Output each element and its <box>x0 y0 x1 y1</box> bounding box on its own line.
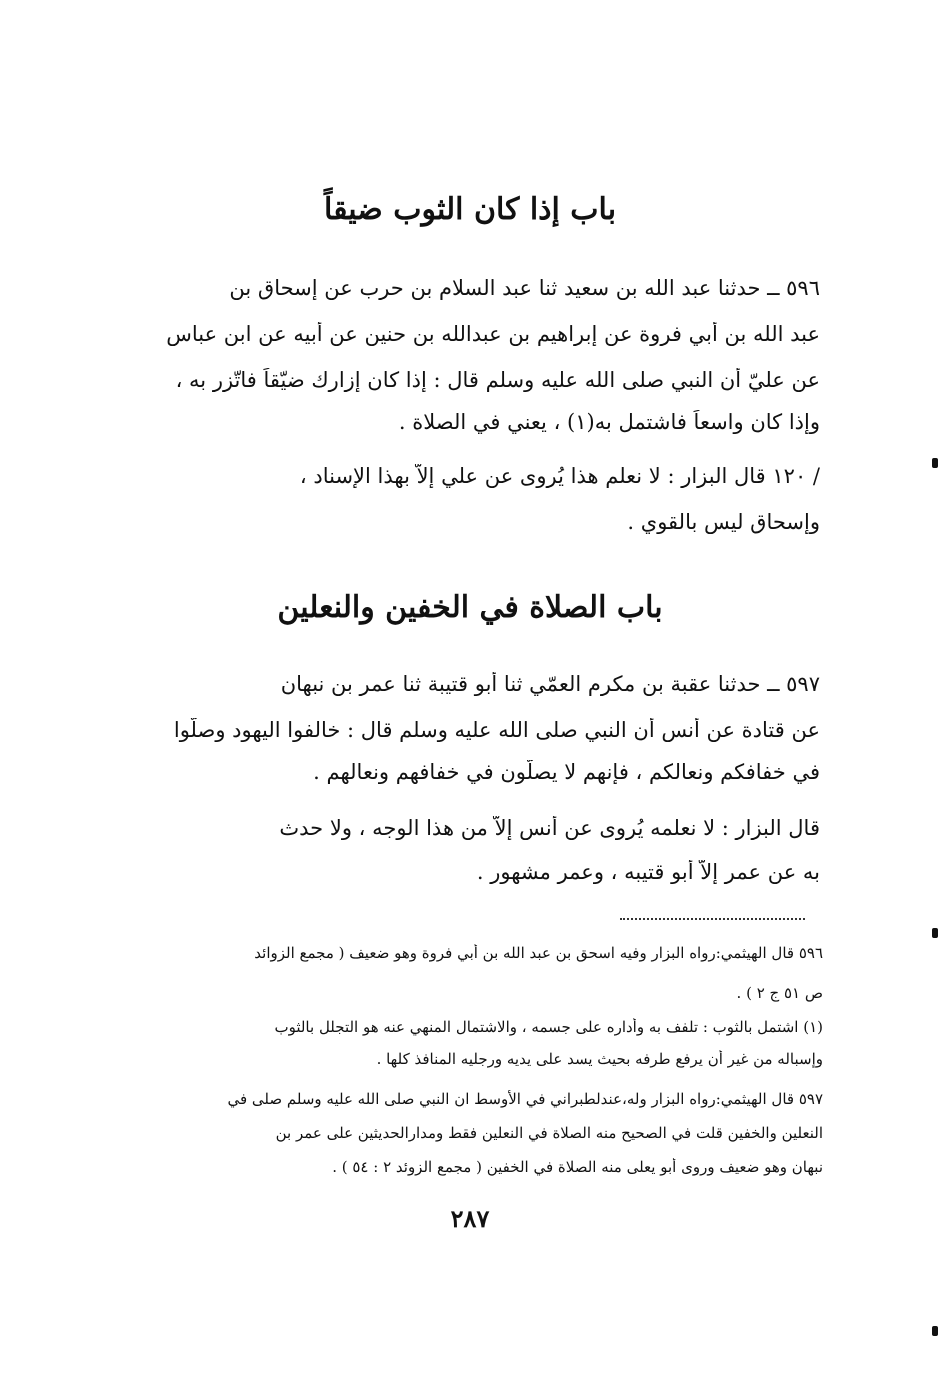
chapter-heading-prayer-in-shoes: باب الصلاة في الخفين والنعلين <box>277 590 663 625</box>
footnote-1-line-2: وإسباله من غير أن يرفع طرفه بحيث يسد على يديه ورجليه المنافذ كلها . <box>376 1050 823 1068</box>
footnote-596-line-2: ص ٥١ ج ٢ ) . <box>736 984 823 1002</box>
page-number: ٢٨٧ <box>450 1204 490 1233</box>
footnote-597-line-3: نبهان وهو ضعيف وروى أبو يعلى منه الصلاة في الخفين ( مجمع الزوئد ٢ : ٥٤ ) . <box>332 1158 823 1176</box>
footnote-596-line-1: ٥٩٦ قال الهيثمي:رواه البزار وفيه اسحق بن عبد الله بن أبي فروة وهو ضعيف ( مجمع الزوائد <box>254 944 823 962</box>
footnote-separator <box>620 918 805 920</box>
hadith-596-line-2: عبد الله بن أبي فروة عن إبراهيم بن عبدالله بن حنين عن أبيه عن ابن عباس <box>166 322 820 346</box>
footnote-597-line-1: ٥٩٧ قال الهيثمي:رواه البزار وله،عندلطبراني في الأوسط ان النبي صلى الله عليه وسلم صلى في <box>227 1090 823 1108</box>
hadith-597-line-3: في خفافكم ونعالكم ، فإنهم لا يصلّون في خفافهم ونعالهم . <box>313 760 820 784</box>
scan-mark <box>932 1326 938 1336</box>
bazzar-note-120-line-1: / ١٢٠ قال البزار : لا نعلم هذا يُروى عن علي إلاّ بهذا الإسناد ، <box>299 464 820 488</box>
bazzar-note-597-line-1: قال البزار : لا نعلمه يُروى عن أنس إلاّ من هذا الوجه ، ولا حدث <box>279 816 820 840</box>
hadith-597-line-1: ٥٩٧ ــ حدثنا عقبة بن مكرم العمّي ثنا أبو قتيبة ثنا عمر بن نبهان <box>280 672 820 696</box>
bazzar-note-597-line-2: به عن عمر إلاّ أبو قتيبه ، وعمر مشهور . <box>476 860 820 884</box>
hadith-596-line-3: عن عليّ أن النبي صلى الله عليه وسلم قال : إذا كان إزارك ضيّقاً فاتّزر به ، <box>175 368 820 392</box>
footnote-1-line-1: (١) اشتمل بالثوب : تلفف به وأداره على جسمه ، والاشتمال المنهي عنه هو التجلل بالثوب <box>274 1018 823 1036</box>
chapter-heading-narrow-garment: باب إذا كان الثوب ضيقاً <box>323 192 617 227</box>
hadith-596-line-1: ٥٩٦ ــ حدثنا عبد الله بن سعيد ثنا عبد السلام بن حرب عن إسحاق بن <box>229 276 820 300</box>
hadith-596-line-4: وإذا كان واسعاً فاشتمل به(١) ، يعني في الصلاة . <box>398 410 820 434</box>
scan-mark <box>932 928 938 938</box>
scan-mark <box>932 458 938 468</box>
hadith-597-line-2: عن قتادة عن أنس أن النبي صلى الله عليه وسلم قال : خالفوا اليهود وصلّوا <box>173 718 820 742</box>
footnote-597-line-2: النعلين والخفين قلت في الصحيح منه الصلاة في النعلين فقط ومدارالحديثين على عمر بن <box>275 1124 823 1142</box>
bazzar-note-120-line-2: وإسحاق ليس بالقوي . <box>627 510 820 534</box>
